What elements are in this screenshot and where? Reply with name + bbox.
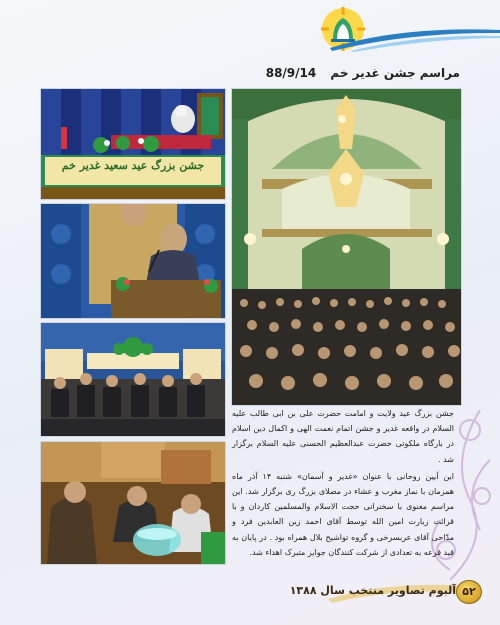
event-date: 88/9/14 [265,66,317,80]
article-paragraph: جشن بزرگ عید ولایت و امامت حضرت علی بن ابی طالب علیه السلام در واقعه غدیر و جشن اتمام نعمت الهی و اکمال دین اسلام در بارگاه ملکوتی حضرت عبدالعظیم الحسنی علیه السلام برگزار شد . [232,409,454,464]
banner-text: جشن بزرگ عید سعید غدیر خم [61,159,205,172]
event-title: مراسم جشن غدیر خم [330,66,460,80]
photo-guests-seated [40,322,226,437]
photo-main-hall-crowd [231,88,462,406]
photo-speaker [40,203,226,319]
article-body [232,406,454,562]
footer-album-title: آلبوم تصاویر منتخب سال ۱۳۸۸ [289,584,456,597]
page-number: ۵۲ [456,580,482,604]
header-swoosh [330,22,500,52]
article-paragraph: این آیین روحانی با عنوان «غدیر و آسمان» شنبه ۱۴ آذر ماه همزمان با نماز مغرب و عشاء در مصلای بزرگ ری برگزار شد. این مراسم معنوی با سخنرانی حجت الاسلام والمسلمین کاردان و با قرائت زیارت امین الله توسط آقای احمد زین العابدین فرد و مدّاحی آقای عربسرخی و گروه تواشیح بلال همراه بود . در پایان به قید قرعه به تعدادی از شرکت کنندگان جوایز متبرک اهداء شد. [232,471,454,557]
page-title [256,66,460,80]
photo-podium-banner [40,88,226,200]
photo-prize-drawing [40,441,226,565]
